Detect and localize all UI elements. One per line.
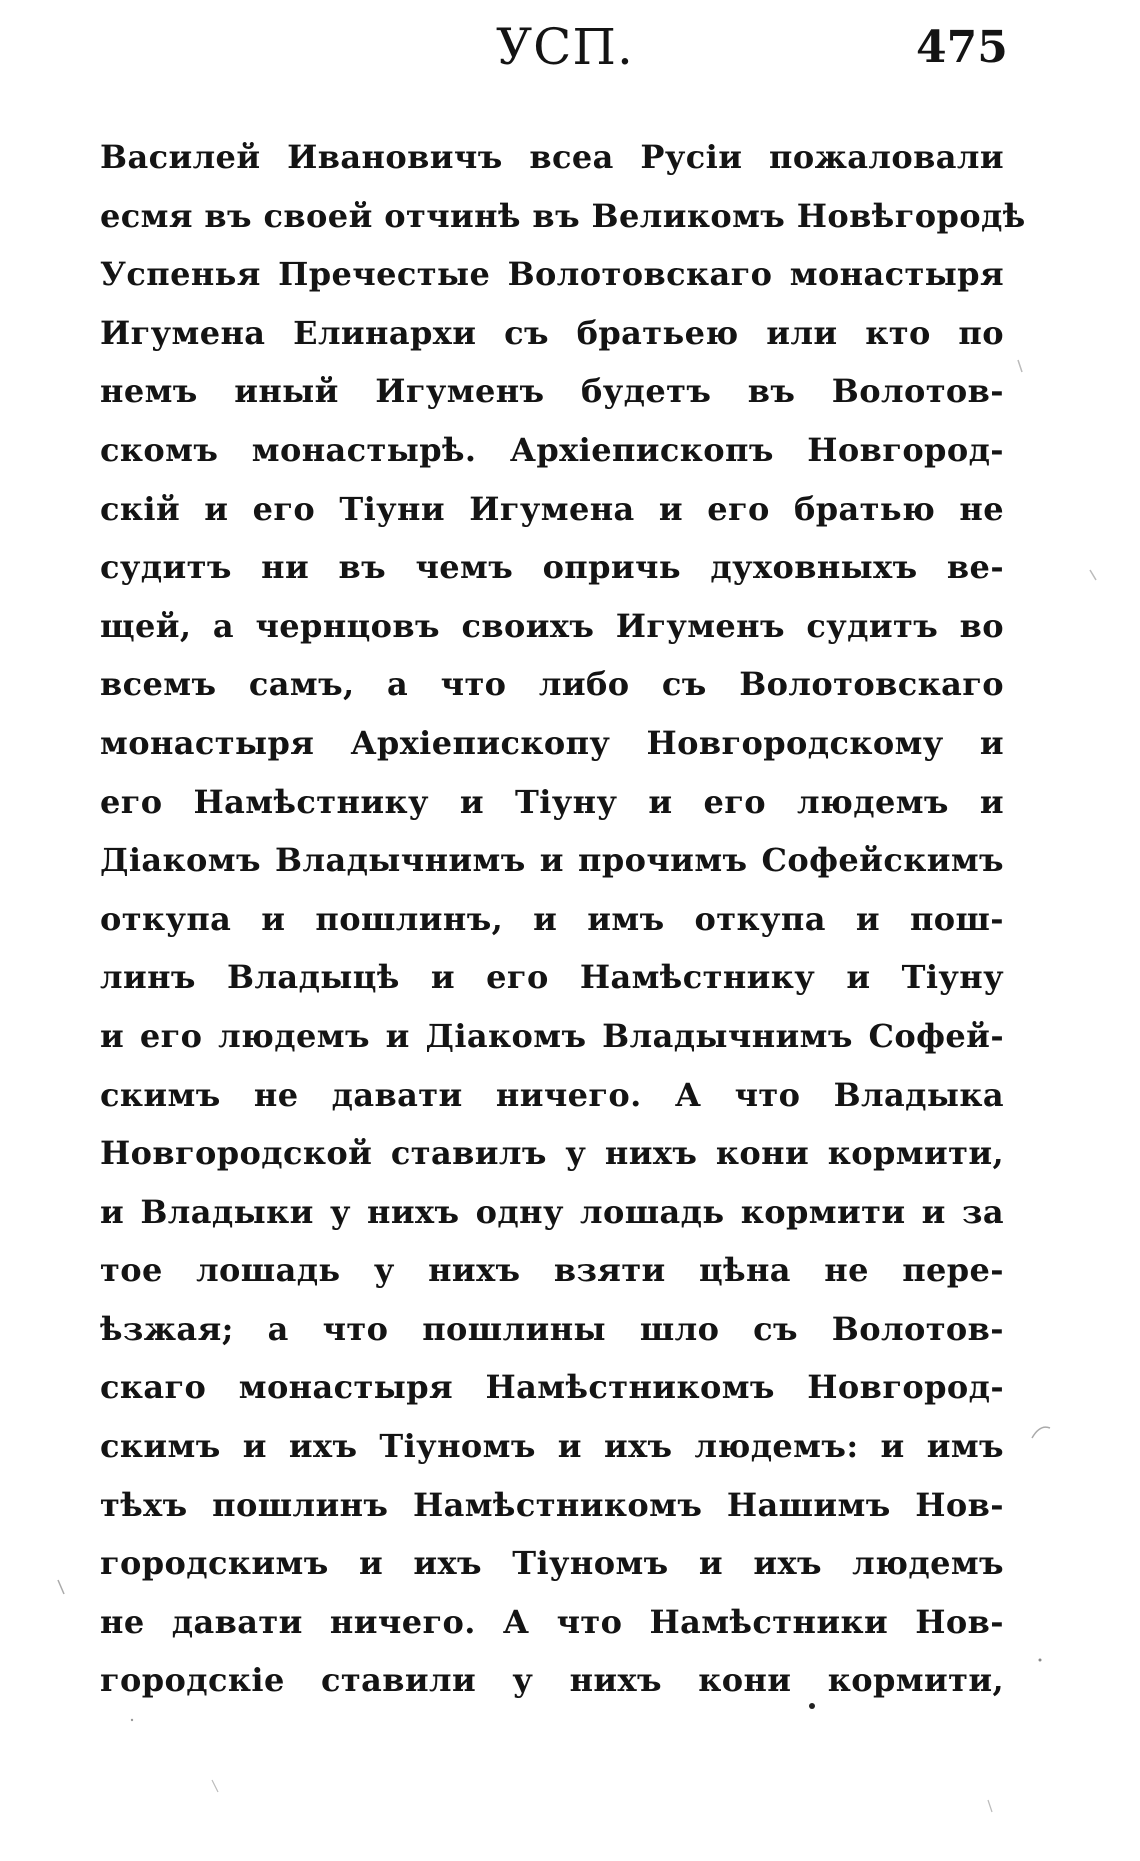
text-line-16: и его людемъ и Діакомъ Владычнимъ Софей- bbox=[100, 1016, 1004, 1055]
text-line-01: Василей Ивановичъ всеа Русіи пожаловали bbox=[100, 138, 1004, 176]
text-line-27: городскіе ставили у нихъ кони кормити, bbox=[100, 1661, 1004, 1700]
text-line-09: щей, а чернцовъ своихъ Игуменъ судитъ во bbox=[100, 606, 1004, 645]
text-line-21: ѣзжая; а что пошлины шло съ Волотов- bbox=[100, 1309, 1004, 1348]
page-number: 475 bbox=[916, 22, 1008, 73]
text-line-06: скомъ монастырѣ. Архіепископъ Новгород- bbox=[100, 430, 1004, 469]
text-line-26: не давати ничего. А что Намѣстники Нов- bbox=[100, 1602, 1004, 1641]
text-line-23: скимъ и ихъ Тіуномъ и ихъ людемъ: и имъ bbox=[100, 1427, 1004, 1466]
text-line-19: и Владыки у нихъ одну лошадь кормити и за bbox=[100, 1192, 1004, 1231]
text-line-15: линъ Владыцѣ и его Намѣстнику и Тіуну bbox=[100, 958, 1004, 997]
text-line-14: откупа и пошлинъ, и имъ откупа и пош- bbox=[100, 899, 1004, 938]
text-line-07: скій и его Тіуни Игумена и его братью не bbox=[100, 489, 1004, 528]
scratch-mark bbox=[58, 1580, 64, 1594]
text-line-17: скимъ не давати ничего. А что Владыка bbox=[100, 1075, 1004, 1114]
body-text bbox=[100, 128, 1026, 1710]
text-line-10: всемъ самъ, а что либо съ Волотовскаго bbox=[100, 665, 1004, 704]
ink-speck bbox=[131, 1719, 133, 1721]
ink-speck bbox=[1039, 1659, 1042, 1662]
text-line-22: скаго монастыря Намѣстникомъ Новгород- bbox=[100, 1368, 1004, 1407]
text-line-13: Діакомъ Владычнимъ и прочимъ Софейскимъ bbox=[100, 841, 1004, 880]
scratch-mark bbox=[988, 1800, 992, 1812]
text-line-02: есмя въ своей отчинѣ въ Великомъ Новѣгородѣ bbox=[100, 196, 1026, 235]
text-line-03: Успенья Пречестые Волотовскаго монастыря bbox=[100, 255, 1004, 294]
text-line-25: городскимъ и ихъ Тіуномъ и ихъ людемъ bbox=[100, 1544, 1004, 1583]
scratch-mark bbox=[1090, 570, 1096, 580]
text-line-08: судитъ ни въ чемъ опричь духовныхъ ве- bbox=[100, 548, 1004, 587]
text-line-20: тое лошадь у нихъ взяти цѣна не пере- bbox=[100, 1251, 1004, 1290]
text-line-24: тѣхъ пошлинъ Намѣстникомъ Нашимъ Нов- bbox=[100, 1485, 1004, 1524]
scratch-mark bbox=[1032, 1427, 1050, 1438]
running-head: УСП. bbox=[496, 18, 634, 76]
scratch-mark bbox=[1018, 360, 1022, 372]
text-line-05: немъ иный Игуменъ будетъ въ Волотов- bbox=[100, 372, 1004, 411]
text-line-11: монастыря Архіепископу Новгородскому и bbox=[100, 723, 1004, 762]
text-line-12: его Намѣстнику и Тіуну и его людемъ и bbox=[100, 782, 1004, 821]
text-line-18: Новгородской ставилъ у нихъ кони кормити, bbox=[100, 1134, 1004, 1173]
text-line-04: Игумена Елинархи съ братьею или кто по bbox=[100, 313, 1004, 352]
scratch-mark bbox=[212, 1780, 218, 1792]
